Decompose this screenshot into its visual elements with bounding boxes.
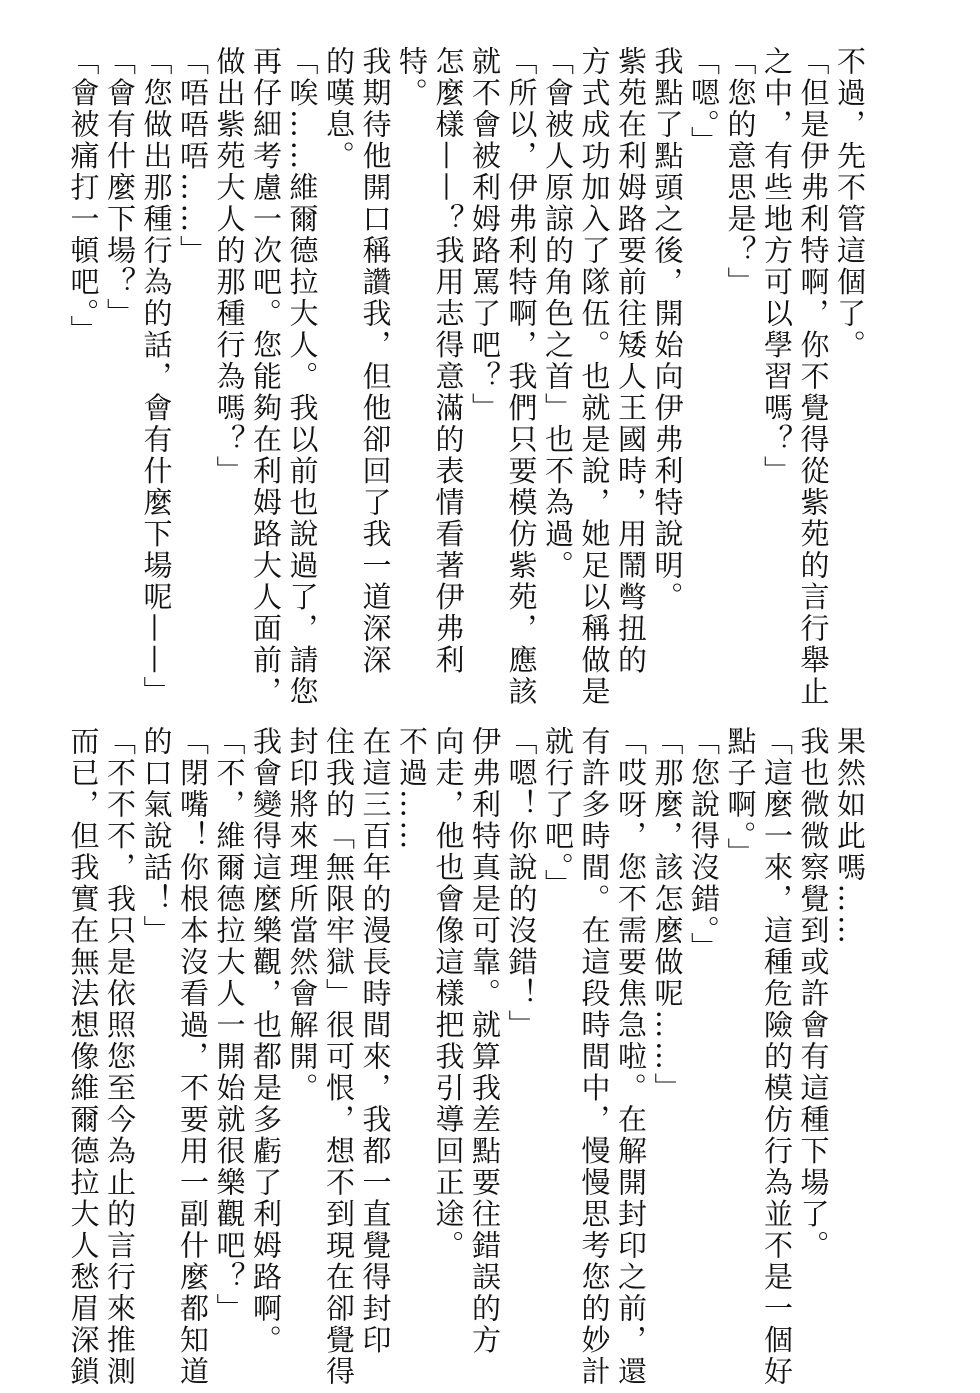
- text-line: 「但是伊弗利特啊，你不覺得從紫苑的言行舉止: [796, 46, 831, 708]
- text-line: 「會被人原諒的角色之首」也不為過。: [541, 46, 575, 582]
- text-line: 「閉嘴！你根本沒看過，不要用一副什麼都知道: [176, 726, 210, 1388]
- upper-text-block: [66, 46, 868, 708]
- text-line: 「不，維爾德拉大人一開始就很樂觀吧？」: [212, 726, 247, 1325]
- lower-text-block: [66, 726, 868, 1388]
- text-line: 在這三百年的漫長時間來，我都一直覺得封印: [358, 726, 393, 1356]
- text-line: 「唔唔唔……」: [176, 46, 210, 267]
- text-line: 果然如此嗎……: [833, 726, 867, 947]
- text-line: 「嗯！你說的沒錯！」: [504, 726, 539, 1041]
- text-line: 住我的「無限牢獄」很可恨，想不到現在卻覺得: [322, 726, 356, 1388]
- text-line: 「嗯。」: [687, 46, 721, 158]
- text-line: 而已，但我實在無法想像維爾德拉大人愁眉深鎖: [66, 726, 101, 1388]
- text-line: 我期待他開口稱讚我，但他卻回了我一道深深: [358, 46, 393, 676]
- text-line: 封印將來理所當然會解開。: [285, 726, 320, 1104]
- text-line: 的口氣說話！」: [139, 726, 174, 947]
- text-line: 「那麼，該怎麼做呢……」: [650, 726, 685, 1104]
- text-line: 「您說得沒錯。」: [687, 726, 721, 964]
- text-line: 不過，先不管這個了。: [833, 46, 867, 361]
- text-line: 「哎呀，您不需要焦急啦。在解開封印之前，還: [614, 726, 648, 1388]
- text-line: 「所以，伊弗利特啊，我們只要模仿紫苑，應該: [504, 46, 539, 708]
- text-line: 紫苑在利姆路要前往矮人王國時，用鬧彆扭的: [614, 46, 648, 676]
- text-line: 怎麼樣——？我用志得意滿的表情看著伊弗利: [431, 46, 466, 676]
- text-line: 之中，有些地方可以學習嗎？」: [760, 46, 794, 487]
- text-line: 「這麼一來，這種危險的模仿行為並不是一個好: [760, 726, 794, 1388]
- text-line: 方式成功加入了隊伍。也就是說，她足以稱做是: [577, 46, 612, 708]
- text-line: 做出紫苑大人的那種行為嗎？」: [212, 46, 247, 487]
- text-line: 我也微微察覺到或許會有這種下場了。: [796, 726, 831, 1262]
- text-line: 「不不不，我只是依照您至今為止的言行來推測: [103, 726, 137, 1388]
- text-line: 「您做出那種行為的話，會有什麼下場呢——」: [139, 46, 174, 708]
- text-line: 「唉……維爾德拉大人。我以前也說過了，請您: [285, 46, 320, 708]
- text-line: 「會被痛打一頓吧。」: [66, 46, 101, 347]
- text-line: 的嘆息。: [322, 46, 356, 172]
- text-line: 特。: [395, 46, 429, 109]
- text-line: 我會變得這麼樂觀，也都是多虧了利姆路啊。: [249, 726, 283, 1356]
- text-line: 向走，他也會像這樣把我引導回正途。: [431, 726, 466, 1262]
- text-line: 再仔細考慮一次吧。您能夠在利姆路大人面前，: [249, 46, 283, 708]
- text-line: 點子啊。」: [723, 726, 758, 869]
- text-line: 就不會被利姆路罵了吧？」: [468, 46, 502, 424]
- text-line: 有許多時間。在這段時間中，慢慢思考您的妙計: [577, 726, 612, 1388]
- text-line: 就行了吧。」: [541, 726, 575, 901]
- text-line: 「會有什麼下場？」: [103, 46, 137, 330]
- text-line: 我點了點頭之後，開始向伊弗利特說明。: [650, 46, 685, 613]
- text-line: 「您的意思是？」: [723, 46, 758, 298]
- text-line: 不過……: [395, 726, 429, 852]
- text-line: 伊弗利特真是可靠。就算我差點要往錯誤的方: [468, 726, 502, 1356]
